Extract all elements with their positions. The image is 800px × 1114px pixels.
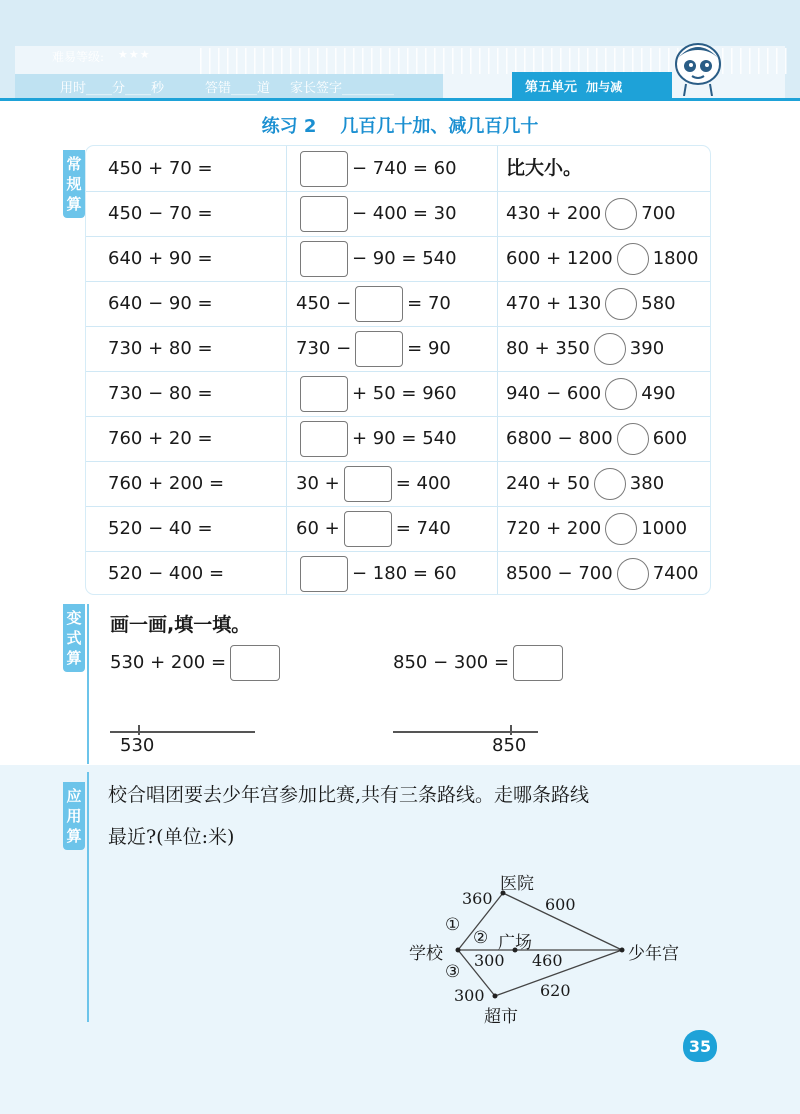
expression: 450 + 70 = [108, 158, 213, 179]
number-line-2-label: 850 [492, 735, 527, 756]
label-market: 超市 [484, 1007, 518, 1027]
fill-expression: 730 − = 90 [296, 326, 451, 371]
tab-section1: 常规算 [63, 150, 85, 218]
label-school: 学校 [409, 944, 443, 964]
signature-label: 家长签字________ [290, 81, 395, 96]
compare-expression: 8500 − 700 7400 [506, 551, 699, 594]
compare-expression: 6800 − 800 600 [506, 416, 687, 461]
errors-label: 答错____道 [205, 81, 271, 96]
expression: 760 + 200 = [108, 473, 225, 494]
expression: 730 − 80 = [108, 383, 213, 404]
question-line-1: 校合唱团要去少年宫参加比赛,共有三条路线。走哪条路线 [108, 784, 590, 806]
distance-school-hospital: 360 [462, 889, 493, 908]
tab-section2: 变式算 [63, 604, 85, 672]
fill-expression: − 740 = 60 [296, 146, 457, 191]
compare-expression: 940 − 600 490 [506, 371, 676, 416]
difficulty-label: 难易等级: [52, 50, 105, 64]
expression: 450 − 70 = [108, 203, 213, 224]
page-number: 35 [683, 1030, 717, 1062]
unit-label: 第五单元 加与减 [525, 80, 623, 95]
label-hospital: 医院 [500, 874, 534, 894]
distance-square-palace: 460 [532, 951, 563, 970]
exercise-number: 练习 2 [261, 116, 317, 137]
fill-expression: − 180 = 60 [296, 551, 457, 594]
compare-expression: 470 + 130 580 [506, 281, 676, 326]
palace-point [620, 948, 625, 953]
route-2-marker: ② [473, 928, 489, 948]
difficulty-stars: ★★★ [118, 48, 151, 61]
time-label: 用时____分____秒 [60, 81, 165, 96]
expression: 640 + 90 = [108, 248, 213, 269]
route-3-marker: ③ [445, 962, 461, 982]
equation-2: 850 − 300 = [393, 645, 567, 681]
expression: 760 + 20 = [108, 428, 213, 449]
fill-expression: + 90 = 540 [296, 416, 457, 461]
fill-expression: − 400 = 30 [296, 191, 457, 236]
school-point [456, 948, 461, 953]
expression: 730 + 80 = [108, 338, 213, 359]
compare-expression: 240 + 50 380 [506, 461, 664, 506]
fill-expression: 450 − = 70 [296, 281, 451, 326]
fill-expression: 30 + = 400 [296, 461, 451, 506]
label-square: 广场 [498, 933, 532, 953]
compare-expression: 430 + 200 700 [506, 191, 676, 236]
compare-expression: 720 + 200 1000 [506, 506, 687, 551]
section2-instruction: 画一画,填一填。 [110, 614, 251, 636]
distance-school-market: 300 [454, 986, 485, 1005]
distance-school-square: 300 [474, 951, 505, 970]
compare-heading: 比大小。 [506, 157, 583, 179]
tab-section3: 应用算 [63, 782, 85, 850]
equation-1: 530 + 200 = [110, 645, 284, 681]
distance-market-palace: 620 [540, 981, 571, 1000]
fill-expression: + 50 = 960 [296, 371, 457, 416]
expression: 520 − 40 = [108, 518, 213, 539]
compare-expression: 80 + 350 390 [506, 326, 664, 371]
fill-expression: − 90 = 540 [296, 236, 457, 281]
label-palace: 少年宫 [628, 944, 679, 964]
question-line-2: 最近?(单位:米) [108, 826, 235, 848]
compare-expression: 600 + 1200 1800 [506, 236, 699, 281]
distance-hospital-palace: 600 [545, 895, 576, 914]
expression: 640 − 90 = [108, 293, 213, 314]
fill-expression: 60 + = 740 [296, 506, 451, 551]
expression: 520 − 400 = [108, 563, 225, 584]
exercise-topic: 几百几十加、减几百几十 [340, 116, 539, 137]
market-point [493, 994, 498, 999]
route-1-marker: ① [445, 915, 461, 935]
number-line-1-label: 530 [120, 735, 155, 756]
